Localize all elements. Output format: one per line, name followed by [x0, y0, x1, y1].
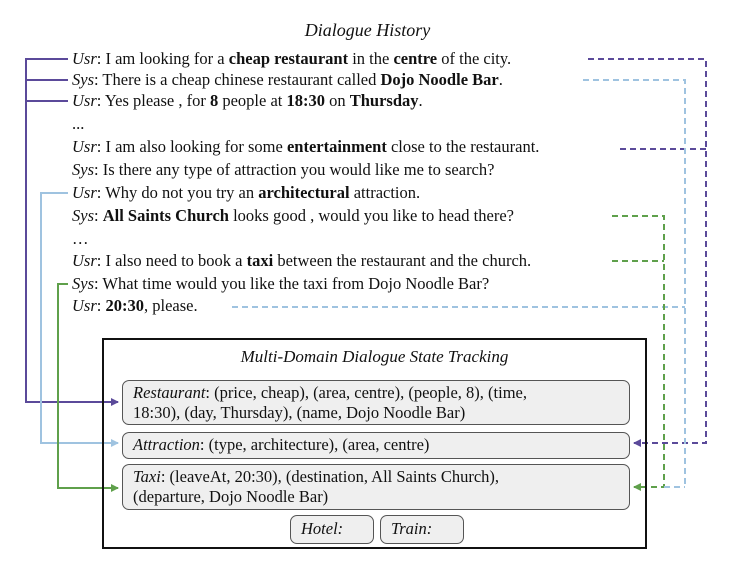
- speaker-separator: :: [94, 70, 103, 89]
- speaker-label: Usr: [72, 183, 97, 202]
- speaker-label: Usr: [72, 137, 97, 156]
- dialogue-turn: [72, 70, 503, 90]
- utterance-text: on: [325, 91, 350, 110]
- dialogue-turn: [72, 91, 423, 111]
- restaurant-slot: [122, 380, 630, 425]
- taxi-values-line1: : (leaveAt, 20:30), (destination, All Saints Church),: [160, 467, 500, 486]
- utterance-text: Is there any type of attraction you would like me to search?: [102, 160, 495, 179]
- taxi-values-line2: (departure, Dojo Noodle Bar): [133, 487, 329, 506]
- speaker-label: Sys: [72, 274, 94, 293]
- dialogue-turn: [72, 137, 539, 157]
- restaurant-values-line2: 18:30), (day, Thursday), (name, Dojo Noodle Bar): [133, 403, 466, 422]
- highlighted-value: 20:30: [105, 296, 144, 315]
- speaker-separator: :: [96, 91, 105, 110]
- utterance-text: I am looking for a: [105, 49, 229, 68]
- speaker-separator: :: [94, 274, 103, 293]
- dialogue-ellipsis: …: [72, 229, 89, 248]
- utterance-text: attraction.: [349, 183, 421, 202]
- utterance-text: close to the restaurant.: [386, 137, 540, 156]
- highlighted-value: entertainment: [286, 137, 387, 156]
- highlighted-value: Dojo Noodle Bar: [380, 70, 499, 89]
- dialogue-ellipsis: ...: [72, 114, 85, 133]
- dst-title: Multi-Domain Dialogue State Tracking: [240, 347, 509, 366]
- speaker-separator: :: [96, 49, 106, 68]
- utterance-text: between the restaurant and the church.: [273, 251, 532, 270]
- speaker-label: Sys: [72, 160, 94, 179]
- highlighted-value: 8: [209, 91, 219, 110]
- utterance-text: I am also looking for some: [105, 137, 287, 156]
- attraction-slot: [122, 432, 630, 459]
- dialogue-turn: [72, 296, 198, 316]
- utterance-text: in the: [348, 49, 394, 68]
- taxi-domain-label: Taxi: [133, 467, 161, 486]
- speaker-label: Usr: [72, 49, 97, 68]
- utterance-text: .: [418, 91, 423, 110]
- dialogue-history-title: Dialogue History: [304, 20, 431, 40]
- highlighted-value: architectural: [258, 183, 350, 202]
- attraction-values: : (type, architecture), (area, centre): [199, 435, 430, 454]
- speaker-label: Usr: [72, 91, 97, 110]
- utterance-text: I also need to book a: [105, 251, 247, 270]
- utterance-text: , please.: [143, 296, 198, 315]
- dialogue-turn: [72, 251, 531, 271]
- highlighted-value: centre: [393, 49, 438, 68]
- dialogue-turn: [72, 206, 514, 226]
- train-slot: [380, 515, 464, 544]
- dst-panel: [102, 338, 647, 549]
- utterance-text: What time would you like the taxi from Dojo Noodle Bar?: [102, 274, 490, 293]
- dialogue-turn: [72, 183, 420, 203]
- speaker-separator: :: [96, 251, 106, 270]
- highlighted-value: Thursday: [349, 91, 419, 110]
- hotel-label: Hotel:: [301, 519, 344, 538]
- utterance-text: There is a cheap chinese restaurant called: [102, 70, 381, 89]
- speaker-label: Sys: [72, 206, 94, 225]
- dialogue-turn: [72, 160, 494, 180]
- speaker-separator: :: [96, 183, 106, 202]
- utterance-text: people at: [218, 91, 287, 110]
- highlighted-value: All Saints Church: [102, 206, 229, 225]
- attraction-domain-label: Attraction: [133, 435, 200, 454]
- utterance-text: of the city.: [437, 49, 512, 68]
- utterance-text: Why do not you try an: [105, 183, 259, 202]
- highlighted-value: cheap restaurant: [228, 49, 349, 68]
- dialogue-turn: [72, 49, 511, 69]
- speaker-separator: :: [96, 296, 106, 315]
- train-label: Train:: [391, 519, 433, 538]
- speaker-separator: :: [96, 137, 106, 156]
- utterance-text: Yes please , for: [104, 91, 210, 110]
- speaker-label: Usr: [72, 296, 97, 315]
- dialogue-turn: [72, 274, 489, 294]
- speaker-label: Usr: [72, 251, 97, 270]
- speaker-separator: :: [94, 160, 103, 179]
- utterance-text: looks good , would you like to head there?: [228, 206, 514, 225]
- speaker-separator: :: [94, 206, 103, 225]
- speaker-label: Sys: [72, 70, 94, 89]
- utterance-text: .: [498, 70, 503, 89]
- taxi-slot: [122, 464, 630, 510]
- restaurant-values-line1: : (price, cheap), (area, centre), (people, 8), (time,: [205, 383, 527, 402]
- restaurant-domain-label: Restaurant: [133, 383, 206, 402]
- hotel-slot: [290, 515, 374, 544]
- highlighted-value: taxi: [246, 251, 274, 270]
- highlighted-value: 18:30: [286, 91, 325, 110]
